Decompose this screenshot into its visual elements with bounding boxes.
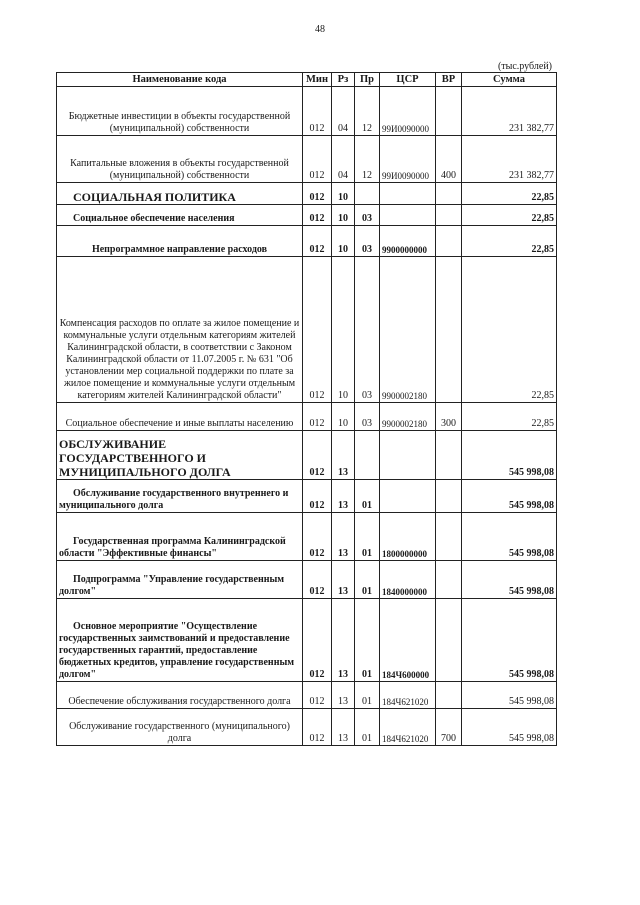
row-rz: 10 — [332, 205, 355, 226]
row-csr — [380, 431, 436, 480]
row-csr — [380, 205, 436, 226]
row-name: Обслуживание государственного (муниципального) долга — [57, 709, 303, 746]
header-vr: ВР — [436, 73, 462, 87]
row-sum: 231 382,77 — [462, 136, 557, 183]
row-name: ОБСЛУЖИВАНИЕ ГОСУДАРСТВЕННОГО И МУНИЦИПАЛЬНОГО ДОЛГА — [57, 431, 303, 480]
row-csr: 9900002180 — [380, 403, 436, 431]
row-rz: 13 — [332, 599, 355, 682]
table-row — [57, 183, 557, 205]
budget-table — [56, 72, 557, 746]
table-row — [57, 513, 557, 561]
row-min: 012 — [303, 403, 332, 431]
row-pr: 01 — [355, 682, 380, 709]
table-row — [57, 709, 557, 746]
units-label: (тыс.рублей) — [497, 61, 552, 72]
row-sum: 22,85 — [462, 257, 557, 403]
row-rz: 04 — [332, 87, 355, 136]
table-row — [57, 87, 557, 136]
row-min: 012 — [303, 226, 332, 257]
row-csr: 9900002180 — [380, 257, 436, 403]
header-pr: Пр — [355, 73, 380, 87]
row-rz: 10 — [332, 183, 355, 205]
row-min: 012 — [303, 257, 332, 403]
row-vr — [436, 480, 462, 513]
row-pr: 12 — [355, 87, 380, 136]
row-name: Обеспечение обслуживания государственного долга — [57, 682, 303, 709]
row-pr: 01 — [355, 599, 380, 682]
row-name: Государственная программа Калининградской области "Эффективные финансы" — [57, 513, 303, 561]
row-vr — [436, 257, 462, 403]
row-vr — [436, 205, 462, 226]
table-row — [57, 599, 557, 682]
row-rz: 13 — [332, 561, 355, 599]
row-pr — [355, 183, 380, 205]
table-row — [57, 431, 557, 480]
table-header-row — [57, 73, 557, 87]
row-vr: 400 — [436, 136, 462, 183]
row-vr — [436, 682, 462, 709]
row-csr: 184Ч621020 — [380, 682, 436, 709]
row-rz: 10 — [332, 257, 355, 403]
row-sum: 545 998,08 — [462, 599, 557, 682]
row-name: Компенсация расходов по оплате за жилое помещение и коммунальные услуги отдельным категориям жителей Калининградской области, в соответствии с Законом Калининградской области от 11.07.2005 г. № 631 "Об установлении мер социальной поддержки по плате за жилое помещение и коммунальные услуги отдельным категориям жителей Калининградской области" — [57, 257, 303, 403]
row-name: Основное мероприятие "Осуществление государственных заимствований и предоставление государственных гарантий, предоставление бюджетных кредитов, управление государственным долгом" — [57, 599, 303, 682]
row-pr: 03 — [355, 257, 380, 403]
row-pr: 03 — [355, 205, 380, 226]
row-pr: 03 — [355, 226, 380, 257]
row-sum: 22,85 — [462, 403, 557, 431]
row-name: Подпрограмма "Управление государственным долгом" — [57, 561, 303, 599]
row-csr — [380, 183, 436, 205]
row-min: 012 — [303, 431, 332, 480]
row-name: Капитальные вложения в объекты государственной (муниципальной) собственности — [57, 136, 303, 183]
row-rz: 10 — [332, 403, 355, 431]
row-vr — [436, 599, 462, 682]
row-csr: 184Ч600000 — [380, 599, 436, 682]
row-csr: 184Ч621020 — [380, 709, 436, 746]
row-sum: 545 998,08 — [462, 561, 557, 599]
row-csr — [380, 480, 436, 513]
row-min: 012 — [303, 709, 332, 746]
row-sum: 22,85 — [462, 205, 557, 226]
page-number: 48 — [315, 24, 325, 35]
row-name: Непрограммное направление расходов — [57, 226, 303, 257]
table-row — [57, 403, 557, 431]
table-row — [57, 257, 557, 403]
row-sum: 545 998,08 — [462, 709, 557, 746]
row-pr: 01 — [355, 561, 380, 599]
row-name: СОЦИАЛЬНАЯ ПОЛИТИКА — [57, 183, 303, 205]
header-sum: Сумма — [462, 73, 557, 87]
row-csr: 9900000000 — [380, 226, 436, 257]
row-min: 012 — [303, 561, 332, 599]
table-row — [57, 205, 557, 226]
row-vr — [436, 431, 462, 480]
row-rz: 10 — [332, 226, 355, 257]
table-row — [57, 480, 557, 513]
row-name: Социальное обеспечение и иные выплаты населению — [57, 403, 303, 431]
row-name: Обслуживание государственного внутреннего и муниципального долга — [57, 480, 303, 513]
header-rz: Рз — [332, 73, 355, 87]
row-vr — [436, 561, 462, 599]
row-pr: 01 — [355, 709, 380, 746]
row-pr: 01 — [355, 480, 380, 513]
row-csr: 1800000000 — [380, 513, 436, 561]
row-min: 012 — [303, 87, 332, 136]
row-min: 012 — [303, 205, 332, 226]
row-csr: 1840000000 — [380, 561, 436, 599]
row-rz: 04 — [332, 136, 355, 183]
row-rz: 13 — [332, 709, 355, 746]
table-row — [57, 682, 557, 709]
row-sum: 545 998,08 — [462, 682, 557, 709]
row-pr — [355, 431, 380, 480]
table-row — [57, 561, 557, 599]
row-sum: 22,85 — [462, 183, 557, 205]
row-sum: 231 382,77 — [462, 87, 557, 136]
row-vr — [436, 513, 462, 561]
row-vr — [436, 183, 462, 205]
row-name: Социальное обеспечение населения — [57, 205, 303, 226]
row-vr: 300 — [436, 403, 462, 431]
row-min: 012 — [303, 513, 332, 561]
table-row — [57, 136, 557, 183]
row-pr: 12 — [355, 136, 380, 183]
row-vr — [436, 87, 462, 136]
row-min: 012 — [303, 136, 332, 183]
row-rz: 13 — [332, 431, 355, 480]
row-min: 012 — [303, 599, 332, 682]
row-sum: 22,85 — [462, 226, 557, 257]
row-min: 012 — [303, 480, 332, 513]
header-name: Наименование кода — [57, 73, 303, 87]
row-vr — [436, 226, 462, 257]
row-min: 012 — [303, 682, 332, 709]
row-name: Бюджетные инвестиции в объекты государственной (муниципальной) собственности — [57, 87, 303, 136]
table-row — [57, 226, 557, 257]
row-rz: 13 — [332, 682, 355, 709]
row-sum: 545 998,08 — [462, 480, 557, 513]
row-rz: 13 — [332, 480, 355, 513]
row-sum: 545 998,08 — [462, 513, 557, 561]
row-rz: 13 — [332, 513, 355, 561]
header-min: Мин — [303, 73, 332, 87]
row-pr: 03 — [355, 403, 380, 431]
row-pr: 01 — [355, 513, 380, 561]
header-csr: ЦСР — [380, 73, 436, 87]
row-min: 012 — [303, 183, 332, 205]
row-csr: 99И0090000 — [380, 87, 436, 136]
row-vr: 700 — [436, 709, 462, 746]
row-csr: 99И0090000 — [380, 136, 436, 183]
row-sum: 545 998,08 — [462, 431, 557, 480]
